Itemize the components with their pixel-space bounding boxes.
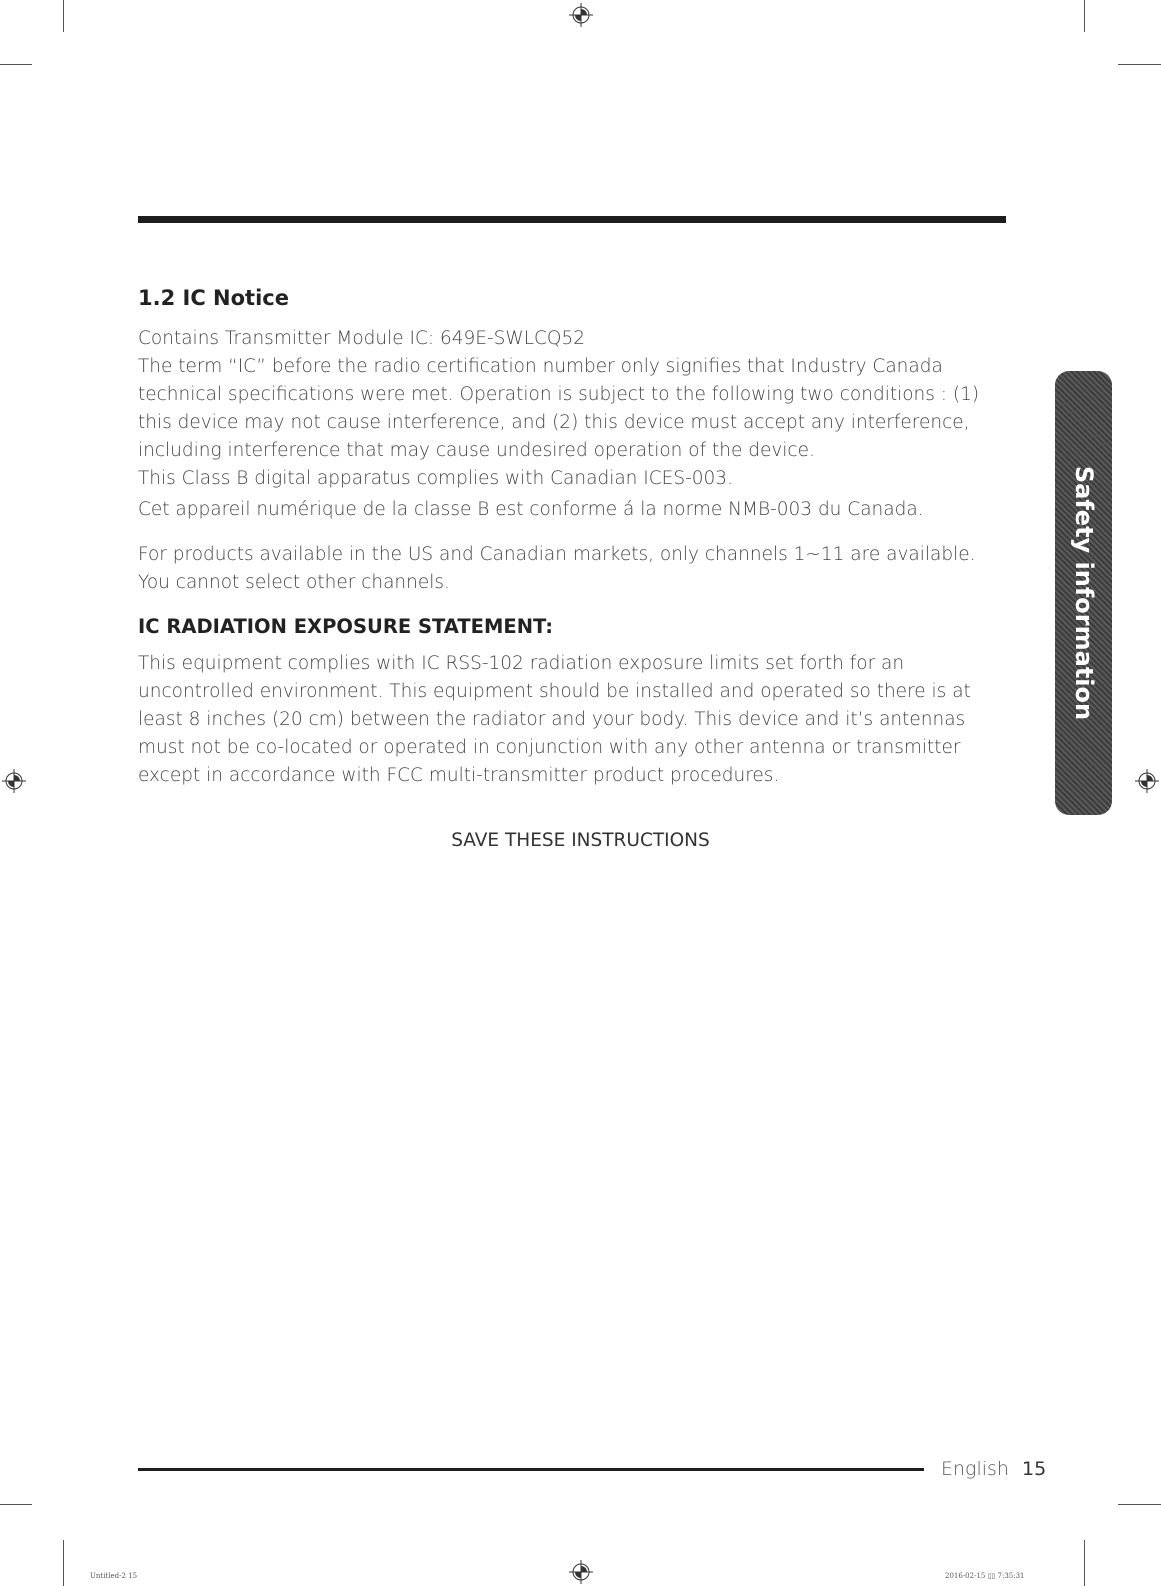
footer-rule — [138, 1468, 924, 1471]
crop-mark — [1118, 1504, 1161, 1505]
radiation-body — [138, 650, 1008, 790]
registration-mark-icon — [569, 1560, 593, 1584]
section-heading: 1.2 IC Notice — [138, 286, 289, 310]
crop-mark — [1118, 64, 1161, 65]
print-file-label: Untitled-2 15 — [90, 1572, 138, 1580]
paragraph: Cet appareil numérique de la classe B est conforme á la norme NMB-003 du Canada. — [138, 499, 924, 520]
paragraph: Contains Transmitter Module IC: 649E-SWLCQ52 — [138, 328, 586, 349]
crop-mark — [1084, 0, 1085, 32]
paragraph: For products available in the US and Canadian markets, only channels 1~11 are available. — [138, 544, 976, 565]
crop-mark — [63, 1540, 64, 1586]
section-rule — [138, 216, 1006, 223]
ic-notice-body — [138, 325, 1008, 524]
registration-mark-icon — [569, 3, 593, 27]
registration-mark-icon — [2, 769, 26, 793]
footer-language: English — [941, 1458, 1009, 1480]
registration-mark-icon — [1135, 769, 1159, 793]
crop-mark — [1084, 1540, 1085, 1586]
paragraph: You cannot select other channels. — [138, 572, 450, 593]
crop-mark — [0, 64, 32, 65]
save-instructions: SAVE THESE INSTRUCTIONS — [451, 830, 710, 851]
side-tab-label: Safety information — [1069, 465, 1098, 721]
channels-note — [138, 541, 1008, 597]
page-number: 15 — [1022, 1458, 1047, 1480]
side-tab — [1055, 371, 1112, 815]
paragraph: This Class B digital apparatus complies with Canadian ICES-003. — [138, 468, 733, 489]
paragraph: The term “IC” before the radio certification number only signifies that Industry Canada technical specifications were met. Operation is subject to the following two conditions : (1) this device may not cause interference, and (2) this device must accept any interference, including interference that may cause undesired operation of the device. — [138, 356, 980, 461]
radiation-heading: IC RADIATION EXPOSURE STATEMENT: — [138, 615, 554, 638]
crop-mark — [0, 1504, 32, 1505]
paragraph: This equipment complies with IC RSS-102 radiation exposure limits set forth for an uncontrolled environment. This equipment should be installed and operated so there is at least 8 inches (20 cm) between the radiator and your body. This device and it’s antennas must not be co-located or operated in conjunction with any other antenna or transmitter except in accordance with FCC multi-transmitter product procedures. — [138, 653, 971, 786]
crop-mark — [63, 0, 64, 32]
print-date-label: 2016-02-15 ▯▯ 7:35:31 — [945, 1572, 1025, 1580]
